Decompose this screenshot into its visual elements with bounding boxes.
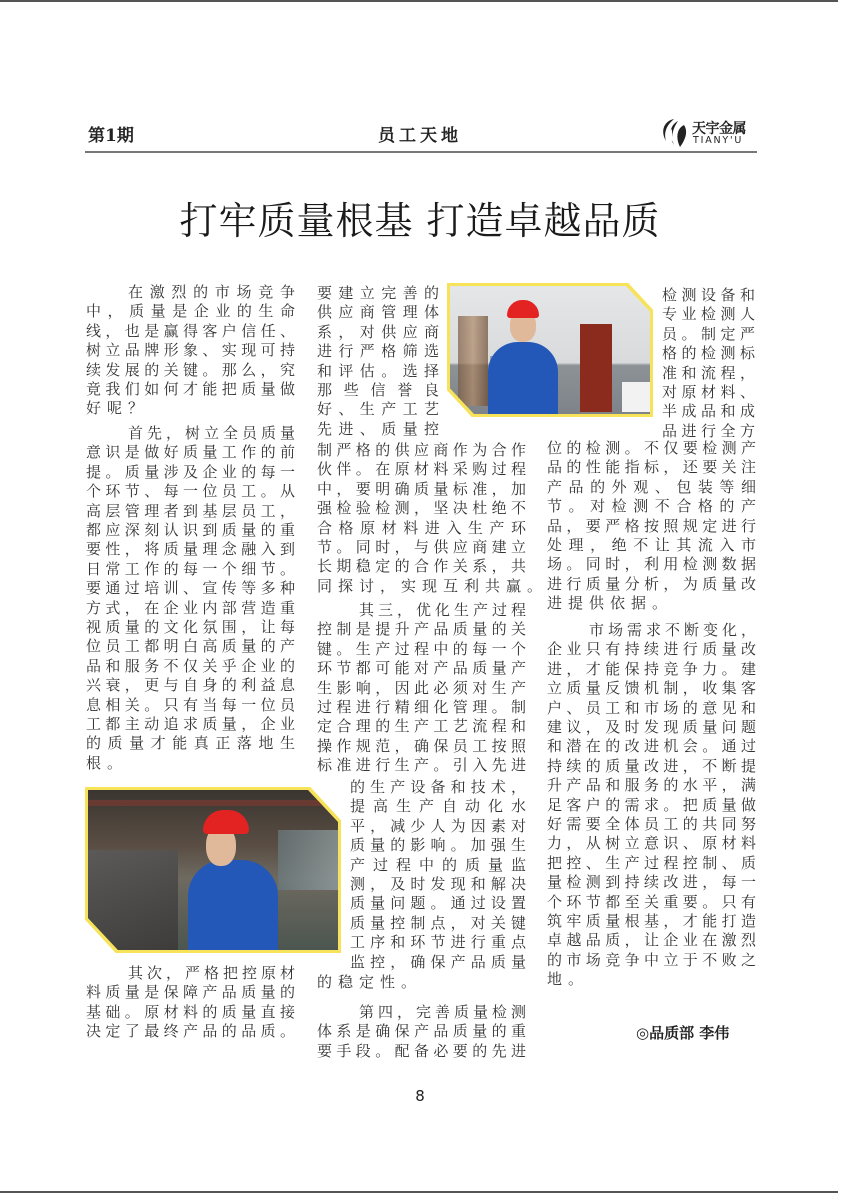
issue-number: 第1期 — [88, 126, 134, 146]
article-text-line: 专业检测人 — [662, 305, 755, 324]
article-text-line: 根。 — [86, 753, 129, 772]
article-text-line: 场。同时，利用检测数据 — [547, 555, 756, 574]
article-text-line: 提高生产自动化水 — [350, 797, 526, 816]
page-top-border — [0, 0, 838, 2]
article-text-line: 半成品和成 — [662, 402, 755, 421]
article-text-line: 强检验检测，坚决杜绝不 — [317, 499, 526, 518]
article-text-line: 足客户的需求。把质量做 — [547, 795, 756, 814]
article-text-line: 视质量的文化氛围，让每 — [86, 618, 295, 636]
article-text-line: 要通过培训、宣传等多种 — [86, 579, 295, 598]
article-text-line: 标准进行生产。引入先进 — [317, 756, 526, 775]
article-text-line: 首先，树立全员质量 — [128, 424, 295, 442]
article-text-line: 建议，及时发现质量问题 — [547, 718, 756, 736]
article-text-line: 高层管理者到基层员工， — [86, 501, 295, 520]
article-text-line: 品，要严格按照规定进行 — [547, 516, 756, 535]
article-text-line: 进，才能保持竞争力。建 — [547, 659, 756, 678]
swirl-logo-icon — [658, 117, 690, 149]
article-text-line: 中，质量是企业的生命 — [86, 302, 295, 321]
article-text-line: 和评估。选择 — [317, 361, 439, 380]
logo-text-en: TIANY'U — [693, 135, 744, 146]
article-text-line: 兴衰，更与自身的利益息 — [86, 676, 295, 695]
article-text-line: 决定了最终产品的品质。 — [86, 1022, 295, 1041]
door — [580, 324, 612, 412]
page-number: 8 — [415, 1087, 425, 1105]
article-text-line: 和潜在的改进机会。通过 — [547, 737, 756, 756]
article-text-line: 员。制定严 — [662, 324, 755, 343]
article-text-line: 好、生产工艺 — [317, 400, 439, 419]
article-text-line: 都应深刻认识到质量的重 — [86, 521, 295, 539]
article-text-line: 基础。原材料的质量直接 — [86, 1002, 295, 1021]
article-title: 打牢质量根基 打造卓越品质 — [179, 199, 661, 243]
article-text-line: 个环节都至关重要。只有 — [547, 892, 756, 911]
article-text-line: 监控，确保产品质量 — [350, 952, 526, 971]
factory-windows — [278, 830, 338, 890]
article-text-line: 方式，在企业内部营造重 — [86, 598, 295, 617]
article-text-line: 工都主动追求质量，企业 — [86, 715, 295, 733]
article-text-line: 位员工都明白高质量的产 — [86, 637, 295, 656]
article-text-line: 在激烈的市场竞争 — [128, 283, 295, 301]
article-text-line: 那些信誉良 — [317, 381, 439, 399]
article-text-line: 格的检测标 — [662, 344, 755, 363]
article-text-line: 持续的质量改进，不断提 — [547, 756, 756, 775]
article-text-line: 升产品和服务的水平，满 — [547, 776, 756, 795]
red-helmet-icon — [507, 300, 539, 318]
article-text-line: 进行严格筛选 — [317, 342, 439, 361]
article-text-line: 处理，绝不让其流入市 — [547, 536, 756, 554]
article-text-line: 意识是做好质量工作的前 — [86, 443, 295, 462]
article-text-line: 合格原材料进入生产环 — [317, 518, 526, 537]
article-text-line: 要手段。配备必要的先进 — [317, 1041, 526, 1060]
article-text-line: 中，要明确质量标准，加 — [317, 479, 526, 498]
article-text-line: 操作规范，确保员工按照 — [317, 736, 526, 755]
article-text-line: 品进行全方 — [662, 421, 755, 440]
article-text-line: 定合理的生产工艺流程和 — [317, 717, 526, 736]
article-text-line: 要性，将质量理念融入到 — [86, 540, 295, 559]
article-text-line: 体系是确保产品质量的重 — [317, 1022, 526, 1041]
article-text-line: 工序和环节进行重点 — [350, 933, 526, 952]
article-text-line: 市场需求不断变化， — [589, 621, 756, 639]
photo-lab-inspection — [447, 283, 653, 417]
article-text-line: 提。质量涉及企业的每一 — [86, 462, 295, 481]
article-text-line: 质量控制点，对关键 — [350, 913, 526, 932]
section-title: 员工天地 — [378, 126, 462, 146]
article-text-line: 进提供依据。 — [547, 594, 674, 613]
red-helmet-icon — [203, 810, 249, 834]
article-text-line: 的质量才能真正落地生 — [86, 734, 295, 753]
steel-beams — [88, 850, 178, 950]
article-text-line: 线，也是赢得客户信任、 — [86, 321, 295, 340]
article-text-line: 过程进行精细化管理。制 — [317, 698, 526, 716]
article-text-line: 筑牢质量根基，才能打造 — [547, 912, 756, 930]
article-text-line: 的市场竞争中立于不败之 — [547, 950, 756, 969]
article-text-line: 节。对检测不合格的产 — [547, 497, 756, 516]
header-rule — [85, 151, 757, 153]
article-text-line: 平，减少人为因素对 — [350, 816, 526, 835]
article-text-line: 产过程中的质量监 — [350, 855, 526, 874]
article-text-line: 其三，优化生产过程 — [359, 601, 526, 619]
article-text-line: 长期稳定的合作关系，共 — [317, 557, 526, 576]
article-text-line: 好呢？ — [86, 399, 150, 418]
article-text-line: 地。 — [547, 970, 590, 989]
author-byline: ◎品质部 李伟 — [636, 1024, 730, 1042]
article-text-line: 质量的影响。加强生 — [350, 836, 526, 855]
article-text-line: 力，从树立意识、原材料 — [547, 834, 756, 853]
cabinet — [622, 382, 650, 412]
article-text-line: 好需要全体员工的共同努 — [547, 815, 756, 833]
lab-equipment — [458, 316, 488, 406]
article-text-line: 供应商管理体 — [317, 303, 439, 322]
article-text-line: 检测设备和 — [662, 286, 755, 304]
article-text-line: 把控、生产过程控制、质 — [547, 853, 756, 872]
article-text-line: 其次，严格把控原材 — [128, 964, 295, 982]
article-text-line: 质量问题。通过设置 — [350, 894, 526, 913]
article-text-line: 的生产设备和技术， — [350, 778, 526, 796]
article-text-line: 产品的外观、包装等细 — [547, 477, 756, 496]
article-text-line: 续发展的关键。那么，究 — [86, 360, 295, 379]
photo-factory-inspection — [85, 787, 341, 953]
logo-text-cn: 天宇金属 — [692, 121, 746, 137]
article-text-line: 品和服务不仅关乎企业的 — [86, 656, 295, 675]
article-text-line: 同探讨，实现互利共赢。 — [317, 576, 549, 595]
article-text-line: 第四，完善质量检测 — [359, 1003, 526, 1021]
article-text-line: 日常工作的每一个细节。 — [86, 559, 295, 578]
article-text-line: 系，对供应商 — [317, 322, 439, 341]
worker-uniform — [188, 860, 278, 950]
article-text-line: 要建立完善的 — [317, 284, 439, 302]
company-logo — [658, 117, 758, 149]
article-text-line: 竟我们如何才能把质量做 — [86, 380, 295, 398]
article-text-line: 立质量反馈机制，收集客 — [547, 679, 756, 698]
article-text-line: 的稳定性。 — [317, 973, 423, 991]
article-text-line: 个环节、每一位员工。从 — [86, 482, 295, 501]
article-text-line: 户、员工和市场的意见和 — [547, 698, 756, 717]
article-text-line: 生影响，因此必须对生产 — [317, 678, 526, 697]
crane-beam — [88, 800, 338, 806]
article-text-line: 制严格的供应商作为合作 — [317, 441, 526, 459]
article-text-line: 控制是提升产品质量的关 — [317, 620, 526, 639]
article-text-line: 伙伴。在原材料采购过程 — [317, 460, 526, 479]
article-text-line: 节。同时，与供应商建立 — [317, 538, 526, 556]
article-text-line: 企业只有持续进行质量改 — [547, 640, 756, 659]
article-text-line: 卓越品质，让企业在激烈 — [547, 931, 756, 950]
article-text-line: 测，及时发现和解决 — [350, 875, 526, 893]
article-text-line: 息相关。只有当每一位员 — [86, 695, 295, 714]
article-text-line: 量检测到持续改进，每一 — [547, 873, 756, 892]
worker-uniform — [488, 342, 558, 414]
article-text-line: 先进、质量控 — [317, 419, 439, 438]
article-text-line: 键。生产过程中的每一个 — [317, 639, 526, 658]
article-text-line: 环节都可能对产品质量产 — [317, 659, 526, 678]
article-text-line: 进行质量分析，为质量改 — [547, 574, 756, 593]
article-text-line: 对原材料、 — [662, 383, 755, 401]
article-text-line: 料质量是保障产品质量的 — [86, 983, 295, 1002]
article-text-line: 位的检测。不仅要检测产 — [547, 439, 756, 457]
article-text-line: 树立品牌形象、实现可持 — [86, 341, 295, 360]
article-text-line: 准和流程， — [662, 363, 755, 382]
article-text-line: 品的性能指标，还要关注 — [547, 458, 756, 477]
